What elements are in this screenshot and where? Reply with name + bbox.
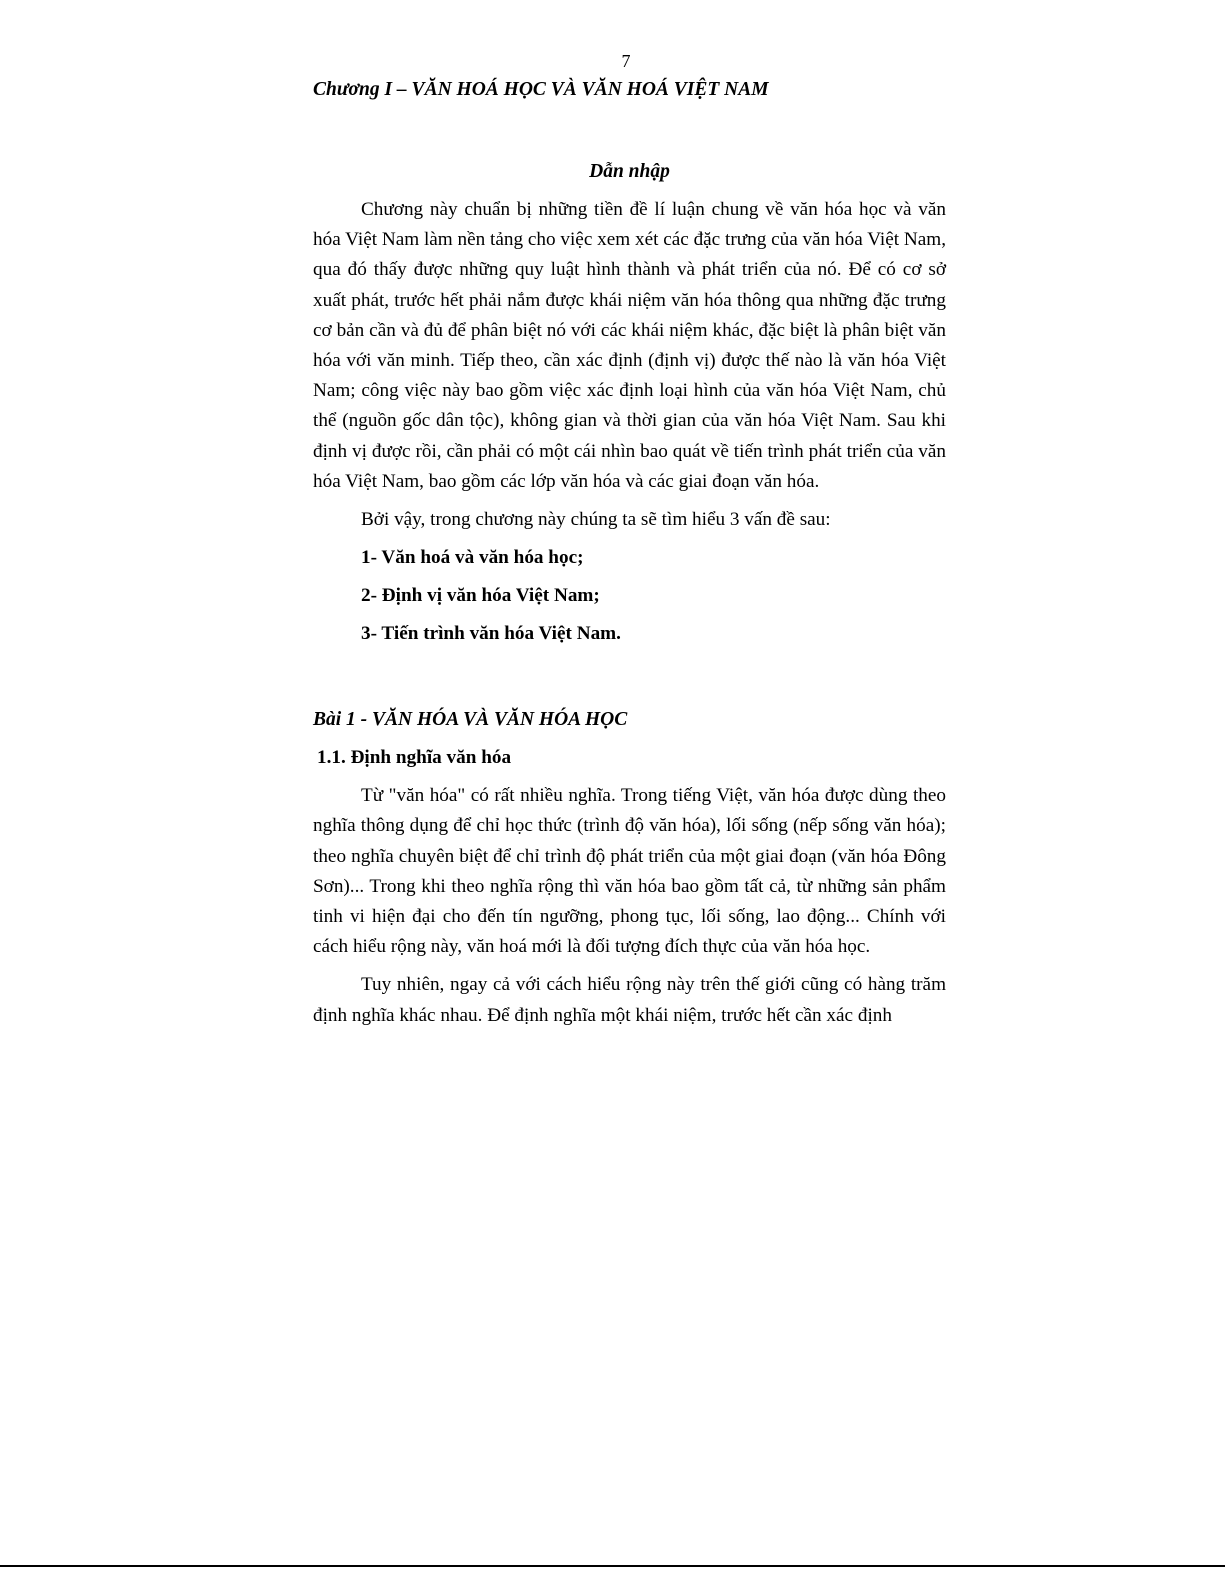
topics-list bbox=[313, 543, 946, 649]
subsection-title: 1.1. Định nghĩa văn hóa bbox=[317, 747, 512, 769]
intro-heading: Dẫn nhập bbox=[589, 161, 670, 182]
topic-item: 2- Định vị văn hóa Việt Nam; bbox=[361, 585, 600, 607]
topic-item: 3- Tiến trình văn hóa Việt Nam. bbox=[361, 623, 621, 645]
chapter-title: Chương I – VĂN HOÁ HỌC VÀ VĂN HOÁ VIỆT NAM bbox=[313, 79, 769, 100]
body-paragraph-2: Tuy nhiên, ngay cả với cách hiểu rộng này trên thế giới cũng có hàng trăm định nghĩa khác nhau. Để định nghĩa một khái niệm, trước hết cần xác định bbox=[313, 974, 946, 1026]
page-number: 7 bbox=[621, 51, 631, 71]
intro-paragraph: Chương này chuẩn bị những tiền đề lí luận chung về văn hóa học và văn hóa Việt Nam làm nền tảng cho việc xem xét các đặc trưng của văn hóa Việt Nam, qua đó thấy được những quy luật hình thành và phát triển của nó. Để có cơ sở xuất phát, trước hết phải nắm được khái niệm văn hóa thông qua những đặc trưng cơ bản cần và đủ để phân biệt nó với các khái niệm khác, đặc biệt là phân biệt văn hóa với văn minh. Tiếp theo, cần xác định (định vị) được thế nào là văn hóa Việt Nam; công việc này bao gồm việc xác định loại hình của văn hóa Việt Nam, chủ thể (nguồn gốc dân tộc), không gian và thời gian của văn hóa Việt Nam. Sau khi định vị được rồi, cần phải có một cái nhìn bao quát về tiến trình phát triển của văn hóa Việt Nam, bao gồm các lớp văn hóa và các giai đoạn văn hóa. bbox=[313, 199, 946, 492]
body-paragraph-1: Từ "văn hóa" có rất nhiều nghĩa. Trong tiếng Việt, văn hóa được dùng theo nghĩa thông dụng để chỉ học thức (trình độ văn hóa), lối sống (nếp sống văn hóa); theo nghĩa chuyên biệt để chỉ trình độ phát triển của một giai đoạn (văn hóa Đông Sơn)... Trong khi theo nghĩa rộng thì văn hóa bao gồm tất cả, từ những sản phẩm tinh vi hiện đại cho đến tín ngưỡng, phong tục, lối sống, lao động... Chính với cách hiểu rộng này, văn hoá mới là đối tượng đích thực của văn hóa học. bbox=[313, 785, 946, 958]
lesson-title: Bài 1 - VĂN HÓA VÀ VĂN HÓA HỌC bbox=[313, 709, 628, 731]
page-bottom-rule bbox=[0, 1565, 1225, 1567]
topic-item: 1- Văn hoá và văn hóa học; bbox=[361, 547, 584, 569]
page-content bbox=[313, 75, 946, 1031]
topics-lead: Bởi vậy, trong chương này chúng ta sẽ tìm hiểu 3 vấn đề sau: bbox=[361, 509, 831, 531]
